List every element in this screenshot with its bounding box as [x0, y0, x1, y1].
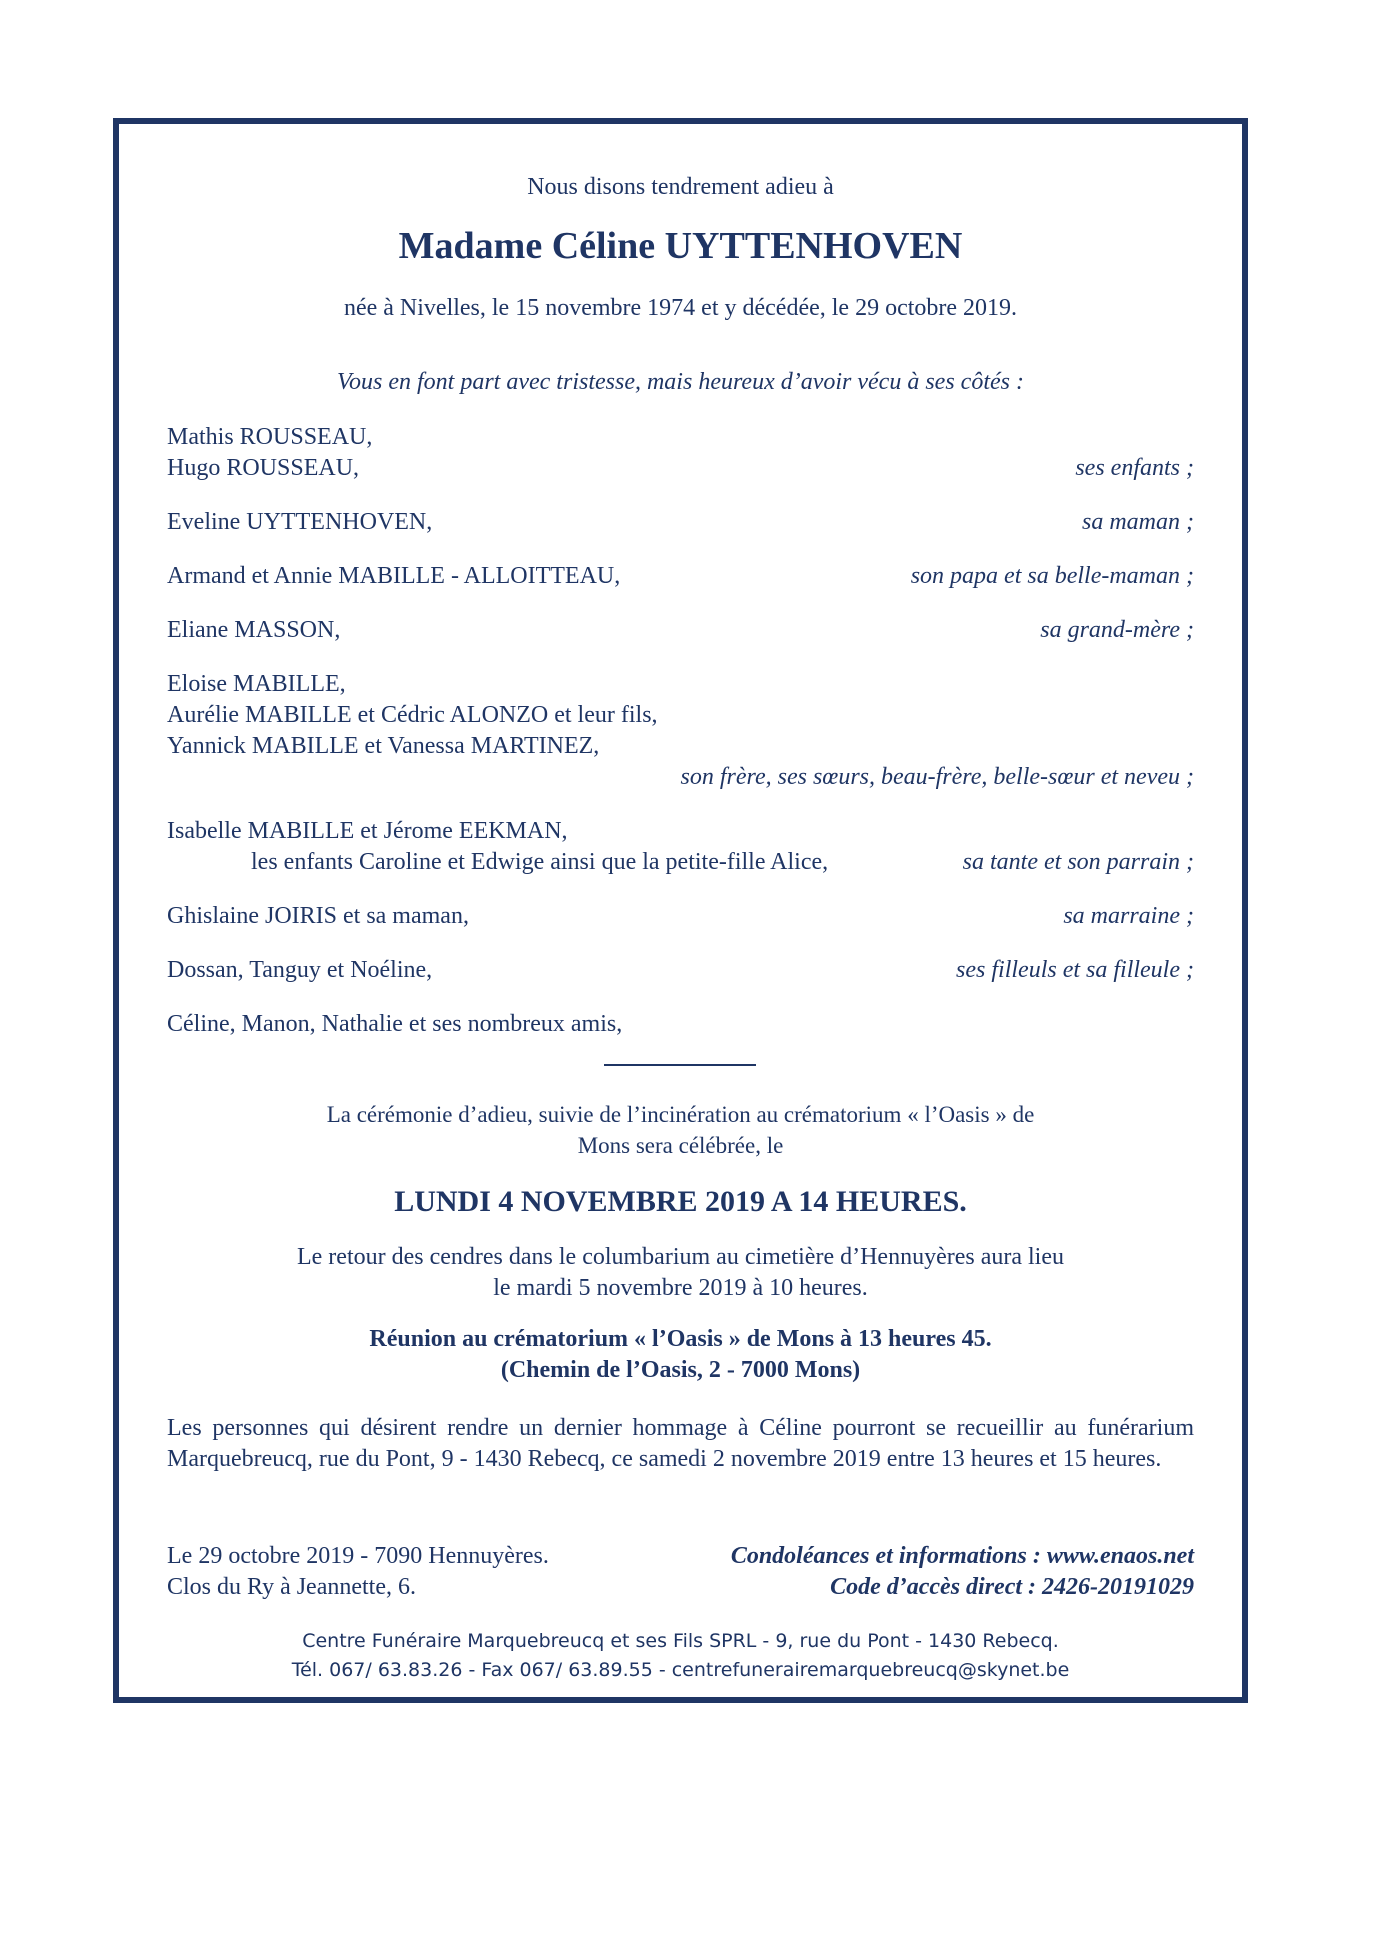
family-role: son frère, ses sœurs, beau-frère, belle-sœur et neveu ; [680, 764, 1194, 790]
footer-left [167, 1541, 549, 1603]
family-name: Isabelle MABILLE et Jérome EEKMAN, [167, 818, 568, 844]
family-row-siblings [167, 702, 1194, 732]
family-name: les enfants Caroline et Edwige ainsi que la petite-fille Alice, [251, 849, 829, 875]
family-name: Hugo ROUSSEAU, [167, 455, 360, 481]
family-role: ses enfants ; [1075, 455, 1194, 481]
visitation-paragraph: Les personnes qui désirent rendre un dernier hommage à Céline pourront se recueillir au funérarium Marquebreucq, rue du Pont, 9 - 1430 Rebecq, ce samedi 2 novembre 2019 entre 13 heures et 15 heures. [167, 1415, 1194, 1472]
family-row-grandmother [167, 617, 1194, 647]
family-row-mother [167, 509, 1194, 539]
meeting-text [119, 1324, 1242, 1386]
birth-death-line: née à Nivelles, le 15 novembre 1974 et y décédée, le 29 octobre 2019. [343, 295, 1018, 321]
ceremony-line: La cérémonie d’adieu, suivie de l’incinération au crématorium « l’Oasis » de [326, 1102, 1035, 1127]
company-contact: Tél. 067/ 63.83.26 - Fax 067/ 63.89.55 - centrefunerairemarquebreucq@skynet.be [291, 1659, 1070, 1681]
footer-address: Clos du Ry à Jeannette, 6. [167, 1574, 416, 1600]
family-row-siblings-role [167, 764, 1194, 794]
ceremony-date: LUNDI 4 NOVEMBRE 2019 A 14 HEURES. [394, 1185, 967, 1218]
separator-line [604, 1064, 756, 1066]
condolences-link[interactable]: Condoléances et informations : www.enaos.net [730, 1543, 1194, 1569]
company-info [119, 1627, 1242, 1685]
family-role: sa grand-mère ; [1040, 617, 1194, 643]
family-row-aunt [167, 849, 1194, 879]
family-role: sa marraine ; [1063, 903, 1194, 929]
deceased-name: Madame Céline UYTTENHOVEN [398, 225, 963, 267]
ashes-return-line: Le retour des cendres dans le columbarium au cimetière d’Hennuyères aura lieu [296, 1244, 1064, 1270]
family-name: Eloise MABILLE, [167, 671, 346, 697]
family-name: Yannick MABILLE et Vanessa MARTINEZ, [167, 733, 600, 759]
family-row-siblings [167, 671, 1194, 701]
intro-text: Nous disons tendrement adieu à [527, 174, 834, 200]
family-name: Mathis ROUSSEAU, [167, 424, 373, 450]
family-role: son papa et sa belle-maman ; [910, 563, 1194, 589]
company-line: Centre Funéraire Marquebreucq et ses Fils SPRL - 9, rue du Pont - 1430 Rebecq. [302, 1630, 1059, 1652]
family-row-children [167, 424, 1194, 454]
family-row-godmother [167, 903, 1194, 933]
footer-date-place: Le 29 octobre 2019 - 7090 Hennuyères. [167, 1543, 549, 1569]
family-name: Céline, Manon, Nathalie et ses nombreux amis, [167, 1011, 623, 1037]
ceremony-text [119, 1099, 1242, 1161]
family-row-friends [167, 1011, 1194, 1041]
notice-frame [113, 118, 1248, 1703]
family-row-father [167, 563, 1194, 593]
family-role: sa maman ; [1082, 509, 1194, 535]
family-row-aunt [167, 818, 1194, 848]
family-name: Eliane MASSON, [167, 617, 341, 643]
ashes-return-text [119, 1242, 1242, 1304]
footer-right [731, 1541, 1194, 1603]
announcement-line: Vous en font part avec tristesse, mais heureux d’avoir vécu à ses côtés : [337, 369, 1024, 395]
family-role: ses filleuls et sa filleule ; [956, 957, 1194, 983]
family-role: sa tante et son parrain ; [962, 849, 1194, 875]
family-row-children [167, 455, 1194, 485]
family-name: Armand et Annie MABILLE - ALLOITTEAU, [167, 563, 621, 589]
family-name: Eveline UYTTENHOVEN, [167, 509, 433, 535]
family-row-godchildren [167, 957, 1194, 987]
family-name: Ghislaine JOIRIS et sa maman, [167, 903, 469, 929]
meeting-line: Réunion au crématorium « l’Oasis » de Mons à 13 heures 45. [369, 1326, 992, 1352]
family-name: Aurélie MABILLE et Cédric ALONZO et leur fils, [167, 702, 658, 728]
ceremony-line: Mons sera célébrée, le [577, 1133, 784, 1158]
meeting-address: (Chemin de l’Oasis, 2 - 7000 Mons) [500, 1357, 861, 1383]
family-name: Dossan, Tanguy et Noéline, [167, 957, 433, 983]
family-row-siblings [167, 733, 1194, 763]
ashes-return-line: le mardi 5 novembre 2019 à 10 heures. [493, 1275, 868, 1301]
access-code: Code d’accès direct : 2426-20191029 [830, 1574, 1194, 1600]
